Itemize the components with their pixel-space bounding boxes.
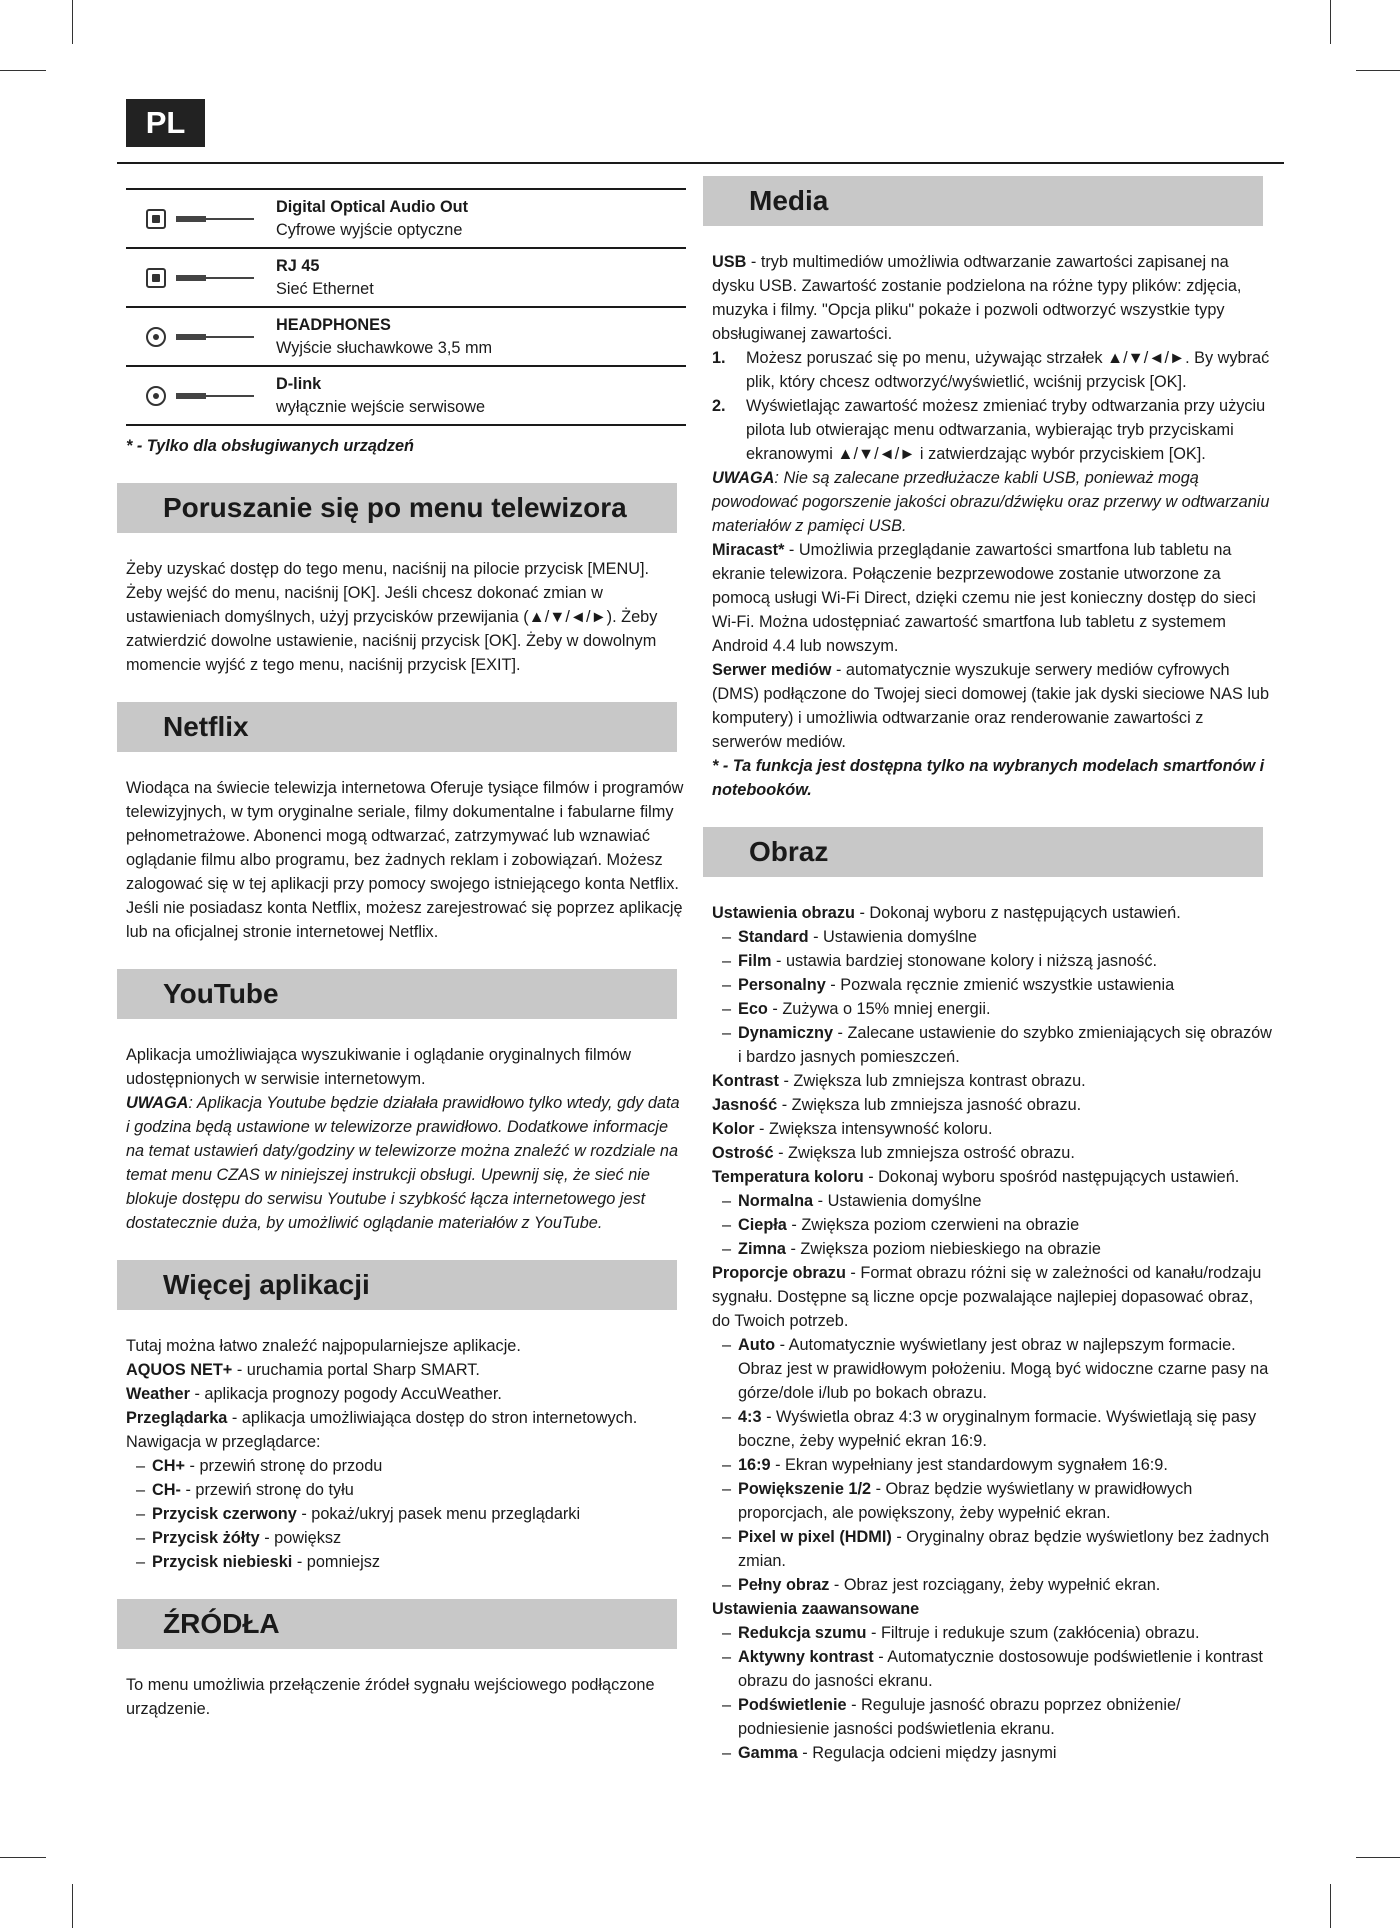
- connector-row: [126, 365, 686, 426]
- menu-text: Żeby uzyskać dostęp do tego menu, naciśnij na pilocie przycisk [MENU]. Żeby wejść do menu, naciśnij [OK]. Jeśli chcesz dokonać zmian w ustawieniach domyślnych, użyj przycisków przewijania (▲/▼/◄/►). Żeby zatwierdzić dowolne ustawienie, naciśnij przycisk [OK]. Żeby w dowolnym momencie wyjść z tego menu, naciśnij przycisk [EXIT].: [126, 560, 658, 674]
- header-rule: [117, 162, 1284, 164]
- note-text: : Aplikacja Youtube będzie działała prawidłowo tylko wtedy, gdy data i godzina będą ustawione w telewizorze prawidłowo. Dodatkowe informacje na temat ustawień daty/godziny w telewizorze można znaleźć w rozdziale na temat menu CZAS w niniejszej instrukcji obsługi. Upewnij się, że sieć nie blokuje dostępu do serwisu Youtube i szybkość łącza internetowego jest dostatecznie duża, by umożliwić oglądanie materiałów z YouTube.: [126, 1094, 680, 1232]
- dlink-jack-icon: [126, 386, 276, 406]
- connector-table: [126, 188, 686, 426]
- language-badge: PL: [126, 99, 205, 147]
- picture-setting: Kontrast - Zwiększa lub zmniejsza kontrast obrazu.: [712, 1072, 1086, 1090]
- list-item: – Pixel w pixel (HDMI) - Oryginalny obraz będzie wyświetlony bez żadnych zmian.: [722, 1528, 1270, 1570]
- usb-text: USB - tryb multimediów umożliwia odtwarzanie zawartości zapisanej na dysku USB. Zawartość zostanie podzielona na różne typy plików: zdjęcia, muzyka i filmy. "Opcja pliku" pokaże i pozwoli odtworzyć wszystkie typy obsługiwanej zawartości.: [712, 253, 1242, 343]
- media-footnote: * - Ta funkcja jest dostępna tylko na wybranych modelach smartfonów i notebooków.: [712, 757, 1265, 799]
- aspect-list: [712, 1333, 1274, 1597]
- crop-mark: [0, 70, 46, 71]
- crop-mark: [72, 1884, 73, 1928]
- sources-text: To menu umożliwia przełączenie źródeł sygnału wejściowego podłączone urządzenie.: [126, 1676, 655, 1718]
- youtube-text: Aplikacja umożliwiająca wyszukiwanie i oglądanie oryginalnych filmów udostępnionych w serwisie internetowym.: [126, 1046, 631, 1088]
- netflix-text: Wiodąca na świecie telewizja internetowa Oferuje tysiące filmów i programów telewizyjnych, w tym oryginalne seriale, filmy dokumentalne i fabularne filmy pełnometrażowe. Abonenci mogą odtwarzać, zatrzymywać lub wznawiać oglądanie filmu albo programu, bez żadnych reklam i zobowiązań. Możesz zalogować się w tej aplikacji przy pomocy swojego istniejącego konta Netflix. Jeśli nie posiadasz konta Netflix, możesz zarejestrować się poprzez aplikację lub na oficjalnej stronie internetowej Netflix.: [126, 779, 684, 941]
- advanced-heading: Ustawienia zaawansowane: [712, 1600, 920, 1618]
- app-label: Przeglądarka: [126, 1409, 228, 1427]
- app-desc: - aplikacja umożliwiająca dostęp do stron internetowych. Nawigacja w przeglądarce:: [126, 1409, 638, 1451]
- aspect-intro: Proporcje obrazu - Format obrazu różni się w zależności od kanału/rodzaju sygnału. Dostępne są liczne opcje pozwalające najlepiej dopasować obraz, do Twoich potrzeb.: [712, 1264, 1262, 1330]
- crop-mark: [0, 1857, 46, 1858]
- browser-nav-list: [126, 1454, 686, 1574]
- list-item: – Powiększenie 1/2 - Obraz będzie wyświetlany w prawidłowych proporcjach, ale powiększony, żeby wypełnić ekran.: [722, 1480, 1193, 1522]
- color-temp-list: [712, 1189, 1274, 1261]
- list-item: – Podświetlenie - Reguluje jasność obrazu poprzez obniżenie/ podniesienie jasności podświetlenia ekranu.: [722, 1696, 1181, 1738]
- list-item: – CH- - przewiń stronę do tyłu: [136, 1481, 354, 1499]
- list-item: – Aktywny kontrast - Automatycznie dostosowuje podświetlenie i kontrast obrazu do jasności ekranu.: [722, 1648, 1263, 1690]
- list-item: – Film - ustawia bardziej stonowane kolory i niższą jasność.: [722, 952, 1157, 970]
- list-item: 2. Wyświetlając zawartość możesz zmieniać tryby odtwarzania przy użyciu pilota lub otwierając menu odtwarzania, wybierając tryb przyciskami ekranowymi ▲/▼/◄/► i zatwierdzając wybór przyciskiem [OK].: [712, 397, 1266, 463]
- app-desc: - uruchamia portal Sharp SMART.: [232, 1361, 480, 1379]
- connector-title: D-link: [276, 374, 322, 393]
- headphone-jack-icon: [126, 327, 276, 347]
- section-heading-picture: Obraz: [703, 827, 1263, 877]
- color-temp-intro: Temperatura koloru - Dokonaj wyboru spośród następujących ustawień.: [712, 1168, 1240, 1186]
- app-label: AQUOS NET+: [126, 1361, 233, 1379]
- picture-setting: Kolor - Zwiększa intensywność koloru.: [712, 1120, 993, 1138]
- list-item: – Przycisk czerwony - pokaż/ukryj pasek menu przeglądarki: [136, 1505, 581, 1523]
- apps-intro: Tutaj można łatwo znaleźć najpopularniejsze aplikacje.: [126, 1337, 521, 1355]
- list-item: – Eco - Zużywa o 15% mniej energii.: [722, 1000, 991, 1018]
- app-item: [126, 1382, 686, 1406]
- list-item: – Normalna - Ustawienia domyślne: [722, 1192, 982, 1210]
- right-column: [712, 176, 1274, 1765]
- connector-title: HEADPHONES: [276, 315, 391, 334]
- section-heading-menu: Poruszanie się po menu telewizora: [117, 483, 677, 533]
- list-item: 1. Możesz poruszać się po menu, używając strzałek ▲/▼/◄/►. By wybrać plik, który chcesz odtworzyć/wyświetlić, wciśnij przycisk [OK].: [712, 349, 1270, 391]
- list-item: – Przycisk niebieski - pomniejsz: [136, 1553, 381, 1571]
- picture-setting: Jasność - Zwiększa lub zmniejsza jasność obrazu.: [712, 1096, 1082, 1114]
- section-heading-sources: ŹRÓDŁA: [117, 1599, 677, 1649]
- connector-desc: Cyfrowe wyjście optyczne: [276, 220, 463, 239]
- section-heading-media: Media: [703, 176, 1263, 226]
- list-item: – 16:9 - Ekran wypełniany jest standardowym sygnałem 16:9.: [722, 1456, 1168, 1474]
- picture-modes-list: [712, 925, 1274, 1069]
- connector-footnote: * - Tylko dla obsługiwanych urządzeń: [126, 437, 414, 455]
- app-item: [126, 1358, 686, 1382]
- connector-row: [126, 188, 686, 247]
- section-heading-youtube: YouTube: [117, 969, 677, 1019]
- connector-desc: Sieć Ethernet: [276, 279, 374, 298]
- crop-mark: [1356, 70, 1400, 71]
- usb-note: UWAGA: Nie są zalecane przedłużacze kabli USB, ponieważ mogą powodować pogorszenie jakości obrazu/dźwięku oraz przerwy w odtwarzaniu materiałów z pamięci USB.: [712, 469, 1270, 535]
- connector-desc: wyłącznie wejście serwisowe: [276, 397, 486, 416]
- advanced-list: [712, 1621, 1274, 1765]
- crop-mark: [1330, 1884, 1331, 1928]
- section-heading-netflix: Netflix: [117, 702, 677, 752]
- app-item: [126, 1406, 686, 1454]
- youtube-note: [126, 1091, 686, 1235]
- connector-title: RJ 45: [276, 256, 320, 275]
- list-item: – Personalny - Pozwala ręcznie zmienić wszystkie ustawienia: [722, 976, 1175, 994]
- connector-row: [126, 306, 686, 365]
- miracast-text: Miracast* - Umożliwia przeglądanie zawartości smartfona lub tabletu na ekranie telewizora. Połączenie bezprzewodowe zostanie utworzone za pomocą usługi Wi-Fi Direct, dzięki czemu nie jest konieczny dostęp do sieci Wi-Fi. Można udostępniać zawartość smartfona lub tabletu z systemem Android 4.4 lub nowszym.: [712, 541, 1256, 655]
- connector-desc: Wyjście słuchawkowe 3,5 mm: [276, 338, 493, 357]
- list-item: – Redukcja szumu - Filtruje i redukuje szum (zakłócenia) obrazu.: [722, 1624, 1200, 1642]
- list-item: – Ciepła - Zwiększa poziom czerwieni na obrazie: [722, 1216, 1080, 1234]
- list-item: – Pełny obraz - Obraz jest rozciągany, żeby wypełnić ekran.: [722, 1576, 1161, 1594]
- list-item: – CH+ - przewiń stronę do przodu: [136, 1457, 383, 1475]
- left-column: [126, 188, 686, 1721]
- connector-title: Digital Optical Audio Out: [276, 197, 469, 216]
- crop-mark: [72, 0, 73, 44]
- picture-modes-intro: Ustawienia obrazu - Dokonaj wyboru z następujących ustawień.: [712, 904, 1181, 922]
- list-item: – 4:3 - Wyświetla obraz 4:3 w oryginalnym formacie. Wyświetlają się pasy boczne, żeby wypełnić ekran 16:9.: [722, 1408, 1257, 1450]
- connector-row: [126, 247, 686, 306]
- list-item: – Przycisk żółty - powiększ: [136, 1529, 342, 1547]
- crop-mark: [1330, 0, 1331, 44]
- app-desc: - aplikacja prognozy pogody AccuWeather.: [189, 1385, 502, 1403]
- crop-mark: [1356, 1857, 1400, 1858]
- list-item: – Gamma - Regulacja odcieni między jasnymi: [722, 1744, 1057, 1762]
- media-server-text: Serwer mediów - automatycznie wyszukuje serwery mediów cyfrowych (DMS) podłączone do Twojej sieci domowej (takie jak dyski sieciowe NAS lub komputery) i umożliwia odtwarzanie oraz renderowanie zawartości z serwerów mediów.: [712, 661, 1270, 751]
- optical-port-icon: [126, 209, 276, 229]
- picture-setting: Ostrość - Zwiększa lub zmniejsza ostrość obrazu.: [712, 1144, 1075, 1162]
- app-label: Weather: [126, 1385, 190, 1403]
- media-steps: [712, 346, 1274, 466]
- list-item: – Zimna - Zwiększa poziom niebieskiego na obrazie: [722, 1240, 1101, 1258]
- section-heading-apps: Więcej aplikacji: [117, 1260, 677, 1310]
- note-label: UWAGA: [126, 1094, 189, 1112]
- list-item: – Standard - Ustawienia domyślne: [722, 928, 977, 946]
- ethernet-port-icon: [126, 268, 276, 288]
- list-item: – Auto - Automatycznie wyświetlany jest obraz w najlepszym formacie. Obraz jest w prawidłowym położeniu. Mogą być widoczne czarne pasy na górze/dole i/lub po bokach obrazu.: [722, 1336, 1269, 1402]
- list-item: – Dynamiczny - Zalecane ustawienie do szybko zmieniających się obrazów i bardzo jasnych pomieszczeń.: [722, 1024, 1272, 1066]
